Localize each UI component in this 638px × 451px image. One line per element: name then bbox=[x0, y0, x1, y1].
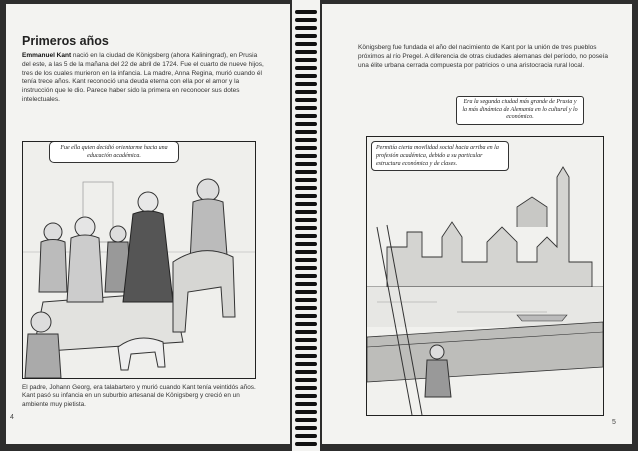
left-page bbox=[6, 4, 290, 444]
spiral-coil bbox=[295, 330, 317, 334]
spiral-coil bbox=[295, 130, 317, 134]
intro-paragraph-right: Königsberg fue fundada el año del nacimiento de Kant por la unión de tres pueblos próximos al río Pregel. A diferencia de otras ciudades alemanas del período, no poseía una élite urbana cerrada compuesta por patricios o una aristocracia rural local. bbox=[358, 44, 609, 69]
spiral-coil bbox=[295, 122, 317, 126]
spiral-coil bbox=[295, 370, 317, 374]
spiral-coil bbox=[295, 66, 317, 70]
page-number-right: 5 bbox=[612, 419, 616, 426]
spiral-coil bbox=[295, 42, 317, 46]
spiral-coil bbox=[295, 410, 317, 414]
spiral-coil bbox=[295, 154, 317, 158]
spiral-coil bbox=[295, 162, 317, 166]
right-page bbox=[322, 4, 632, 444]
spiral-coil bbox=[295, 338, 317, 342]
spiral-coil bbox=[295, 170, 317, 174]
spiral-coil bbox=[295, 90, 317, 94]
spiral-coil bbox=[295, 442, 317, 446]
spiral-coil bbox=[295, 226, 317, 230]
speech-bubble-right: Permitía cierta movilidad social hacia arriba en la profesión académica, debido a su particular estructura económica y de clases. bbox=[371, 141, 509, 171]
intro-name: Emmanuel Kant bbox=[22, 52, 72, 59]
spiral-coil bbox=[295, 386, 317, 390]
spiral-coil bbox=[295, 346, 317, 350]
spiral-coil bbox=[295, 274, 317, 278]
spiral-coil bbox=[295, 138, 317, 142]
spiral-coil bbox=[295, 210, 317, 214]
spiral-coil bbox=[295, 354, 317, 358]
spiral-coil bbox=[295, 322, 317, 326]
spiral-coil bbox=[295, 202, 317, 206]
city-illustration-panel bbox=[366, 136, 604, 416]
spiral-coil bbox=[295, 146, 317, 150]
spiral-coil bbox=[295, 378, 317, 382]
spiral-coil bbox=[295, 50, 317, 54]
family-illustration-panel bbox=[22, 141, 256, 379]
spiral-coil bbox=[295, 106, 317, 110]
spiral-coil bbox=[295, 10, 317, 14]
speech-bubble: Fue ella quien decidió orientarme hacia una educación académica. bbox=[49, 141, 179, 163]
intro-text: nació en la ciudad de Königsberg (ahora Kaliningrad), en Prusia del este, a las 5 de la mañana del 22 de abril de 1724. Fue el cuarto de nueve hijos, tres de los cuales murieron en la infancia. La madre, Anna Regina, murió cuando él tenía trece años. Kant reconoció una deuda eterna con ella por el amor y la instrucción que le dio. Parece haber sido la primera en reconocer sus dotes intelectuales. bbox=[22, 52, 264, 103]
spiral-coil bbox=[295, 98, 317, 102]
spiral-coil bbox=[295, 258, 317, 262]
spiral-coil bbox=[295, 178, 317, 182]
intro-paragraph bbox=[22, 52, 266, 105]
spiral-coil bbox=[295, 18, 317, 22]
spiral-coil bbox=[295, 298, 317, 302]
spiral-coil bbox=[295, 314, 317, 318]
spiral-coil bbox=[295, 234, 317, 238]
spiral-coil bbox=[295, 34, 317, 38]
spiral-coil bbox=[295, 218, 317, 222]
konigsberg-scene-illustration bbox=[367, 137, 603, 415]
page-number-left: 4 bbox=[10, 414, 14, 421]
spiral-coil bbox=[295, 194, 317, 198]
spiral-coil bbox=[295, 418, 317, 422]
spiral-coil bbox=[295, 242, 317, 246]
spiral-coil bbox=[295, 290, 317, 294]
spiral-coil bbox=[295, 394, 317, 398]
spiral-coil bbox=[295, 58, 317, 62]
spiral-coil bbox=[295, 82, 317, 86]
spiral-coil bbox=[295, 306, 317, 310]
spiral-coil bbox=[295, 250, 317, 254]
caption-paragraph: El padre, Johann Georg, era talabartero y murió cuando Kant tenía veintidós años. Kant pasó su infancia en un suburbio artesanal de Königsberg y creció en un ambiente muy pietista. bbox=[22, 384, 256, 408]
family-scene-illustration bbox=[23, 142, 255, 378]
spiral-coil bbox=[295, 426, 317, 430]
spiral-coil bbox=[295, 362, 317, 366]
caption-box-top: Era la segunda ciudad más grande de Prusia y la más dinámica de Alemania en lo cultural y lo económico. bbox=[456, 96, 584, 125]
spiral-binding bbox=[288, 0, 324, 451]
spiral-coil bbox=[295, 434, 317, 438]
section-title: Primeros años bbox=[22, 34, 109, 48]
spiral-coil bbox=[295, 74, 317, 78]
spiral-coil bbox=[295, 402, 317, 406]
spiral-coil bbox=[295, 186, 317, 190]
spiral-coil bbox=[295, 26, 317, 30]
spiral-coil bbox=[295, 282, 317, 286]
spiral-coil bbox=[295, 114, 317, 118]
spiral-coil bbox=[295, 266, 317, 270]
